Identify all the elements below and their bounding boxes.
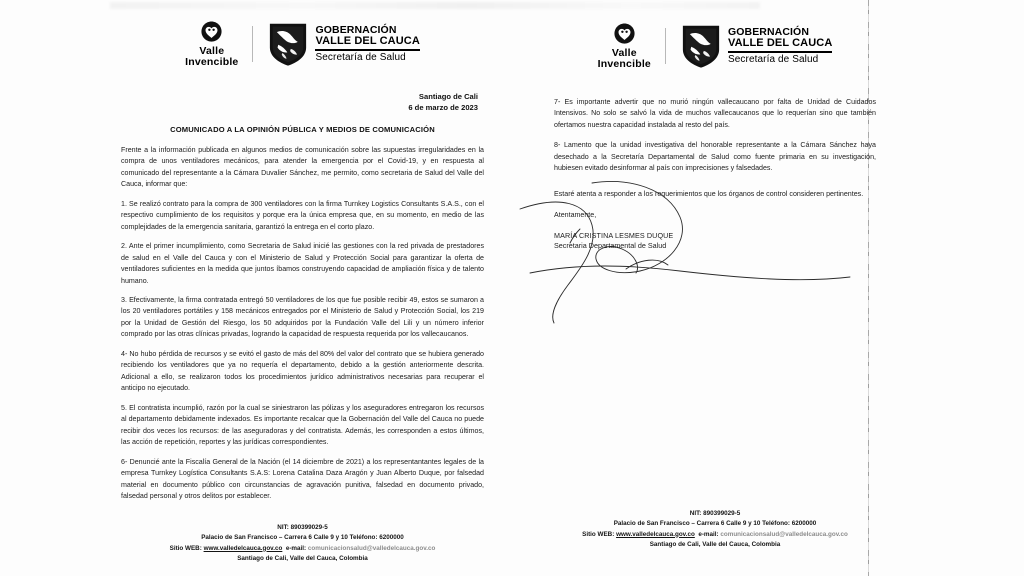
footer-web-email: [540, 530, 890, 540]
city-label: Santiago de Cali: [418, 91, 478, 101]
closing-paragraph: Estaré atenta a responder a los requerimientos que los órganos de control consideren pertinentes.: [554, 189, 864, 198]
footer-email[interactable]: comunicacionsalud@valledelcauca.gov.co: [720, 530, 848, 538]
paragraph-5: 5. El contratista incumplió, razón por la cual se siniestraron las pólizas y los aseguradores entregaron los recursos al departamento debidamente indexados. Es importante recalcar que la Gobernación del Valle del Cauca no puede recibir dos veces los recursos: de las aseguradoras y del contratista. Además, les corresponden a estos últimos, las acción de repetición, reportes y las jurídicas correspondientes.: [121, 403, 484, 447]
paragraph-3: 3. Efectivamente, la firma contratada entregó 50 ventiladores de los que fue posible recibir 49, estos se sumaron a los 20 ventiladores portátiles y 158 mecánicos entregados por el Ministerio de Salud y Protección Social, los 219 por la Unidad de Gestión del Riesgo, los 50 adquiridos por la Fundación Valle del Lili y un número inferior comprado por las otras clínicas privadas, logrando la capacidad de respuesta requerida por los vallecaucanos.: [121, 295, 484, 339]
footer-nit: NIT: 890399029-5: [689, 510, 741, 518]
valle-logo-line-2: Invencible: [185, 56, 239, 69]
date-label: 6 de marzo de 2023: [408, 102, 478, 112]
document-page-2: [540, 0, 890, 576]
paragraph-4: 4- No hubo pérdida de recursos y se evitó el gasto de más del 80% del valor del contrato que se hubiera generado recibiendo los ventiladores que ya no requería el departamento, debido a la gestión anteriormente descrita. Adicional a ello, se realizaron todos los procedimientos jurídico administrativos necesarias para recuperar el anticipo no ejecutado.: [121, 349, 484, 393]
letterhead-page-1: [105, 0, 500, 69]
gobernacion-line-1: GOBERNACIÓN: [315, 24, 397, 37]
page-2-body: [540, 97, 890, 293]
page-1-body: [105, 145, 500, 503]
valle-logo-line-2: Invencible: [597, 58, 651, 71]
paragraph-6: 6- Denuncié ante la Fiscalía General de la Nación (el 14 diciembre de 2021) a los representantantes legales de la empresa Turnkey Logística Consultants S.A.S: Lorena Catalina Daza Aragón y Juan Alberto Duque, por falsedad material en documento público con circunstancias de agravación punitiva, falsedad en documento privado, falsedad personal y otros delitos por establecer.: [121, 457, 484, 501]
footer-web-email: [105, 544, 500, 554]
paragraph-1: 1. Se realizó contrato para la compra de 300 ventiladores con la firma Turnkey Logistics Consultants S.A.S., con el respectivo cumplimiento de los requisitos y porque era la única empresa que, en su momento, en medio de las complejidades de la emergencia sanitaria, garantizó la entrega en el corto plazo.: [121, 199, 484, 231]
footer-city: Santiago de Cali, Valle del Cauca, Colombia: [649, 540, 781, 548]
paragraph-intro: Frente a la información publicada en algunos medios de comunicación sobre las supuestas irregularidades en la compra de unos ventiladores mecánicos, para atender la emergencia por el Covid-19, y en respuesta al comunicado del representante a la Cámara Duvalier Sánchez, me permito, como secretaria de Salud del Valle del Cauca, informar que:: [121, 145, 484, 189]
valle-invencible-logo-page-2: [598, 22, 651, 71]
salutation: Atentamente,: [554, 211, 597, 220]
letterhead-rule: [728, 51, 832, 52]
footer-email-label: e-mail:: [698, 530, 719, 538]
valle-invencible-wordmark-page-2: [598, 48, 651, 71]
letterhead-divider: [665, 28, 666, 64]
footer-web-url[interactable]: www.valledelcauca.gov.co: [203, 544, 283, 552]
footer-web-label: Sitio WEB:: [169, 544, 202, 552]
paragraph-7: 7- Es importante advertir que no murió ningún vallecaucano por falta de Unidad de Cuidados Intensivos. No solo se salvó la vida de muchos vallecaucanos que lo requerían sino que también ofertamos nuestra capacidad instalada al resto del país.: [554, 97, 876, 129]
gobernacion-line-3: Secretaría de Salud: [315, 51, 406, 63]
footer-email-label: e-mail:: [285, 544, 307, 552]
paragraph-2: 2. Ante el primer incumplimiento, como Secretaria de Salud inicié las gestiones con la red privada de prestadores de salud en el Valle del Cauca y con el Ministerio de Salud y Protección Social para garantizar la oferta de ventiladores suficientes en la medida que juntos íbamos construyendo capacidad de ampliación física y de talento humano.: [121, 242, 484, 285]
signer-role: Secretaria Departamental de Salud: [554, 241, 667, 251]
valle-invencible-logo: [185, 20, 238, 69]
page-1-footer: [105, 523, 500, 564]
gobernacion-wordmark: [315, 25, 419, 63]
footer-address: Palacio de San Francisco – Carrera 6 Calle 9 y 10 Teléfono: 6200000: [201, 534, 404, 542]
gobernacion-line-3: Secretaría de Salud: [727, 53, 819, 65]
heart-shield-icon: [613, 22, 636, 45]
gobernacion-logo: [267, 21, 419, 67]
document-page-1: [105, 0, 500, 576]
gobernacion-line-1: GOBERNACIÓN: [727, 26, 810, 39]
gobernacion-wordmark-page-2: [728, 27, 832, 65]
letterhead-rule: [315, 49, 419, 50]
valle-del-cauca-coat-of-arms-icon: [267, 21, 309, 67]
valle-del-cauca-coat-of-arms-icon: [680, 23, 722, 69]
footer-web-label: Sitio WEB:: [582, 530, 615, 538]
footer-city: Santiago de Cali, Valle del Cauca, Colombia: [237, 554, 368, 562]
letterhead-divider: [252, 26, 253, 62]
footer-email[interactable]: comunicacionsalud@valledelcauca.gov.co: [307, 544, 436, 552]
document-title: COMUNICADO A LA OPINIÓN PÚBLICA Y MEDIOS DE COMUNICACIÓN: [170, 124, 435, 134]
letterhead-page-2: [540, 0, 890, 71]
signature-name-block: [554, 231, 876, 253]
valle-invencible-wordmark: [185, 46, 238, 69]
valle-logo-line-1: Valle: [611, 47, 637, 59]
footer-web-url[interactable]: www.valledelcauca.gov.co: [616, 530, 695, 538]
gobernacion-line-2: VALLE DEL CAUCA: [727, 37, 833, 50]
paragraph-8: 8- Lamento que la unidad investigativa del honorable representante a la Cámara Sánchez haya desechado a la Secretaría Departamental de Salud como fuente primaria en su investigación, hubiesen evitado desinformar al país con imprecisiones y falsedades.: [554, 141, 876, 173]
gobernacion-line-2: VALLE DEL CAUCA: [315, 35, 420, 48]
heart-shield-icon: [200, 20, 223, 43]
signer-name: MARÍA CRISTINA LESMES DUQUE: [554, 230, 674, 240]
signature-block: [554, 231, 876, 293]
valle-logo-line-1: Valle: [199, 45, 225, 57]
footer-address: Palacio de San Francisco – Carrera 6 Calle 9 y 10 Teléfono: 6200000: [613, 520, 817, 528]
page-2-footer: [540, 509, 890, 550]
footer-nit: NIT: 890399029-5: [277, 524, 328, 532]
gobernacion-logo-page-2: [680, 23, 832, 69]
date-block: [105, 91, 478, 113]
